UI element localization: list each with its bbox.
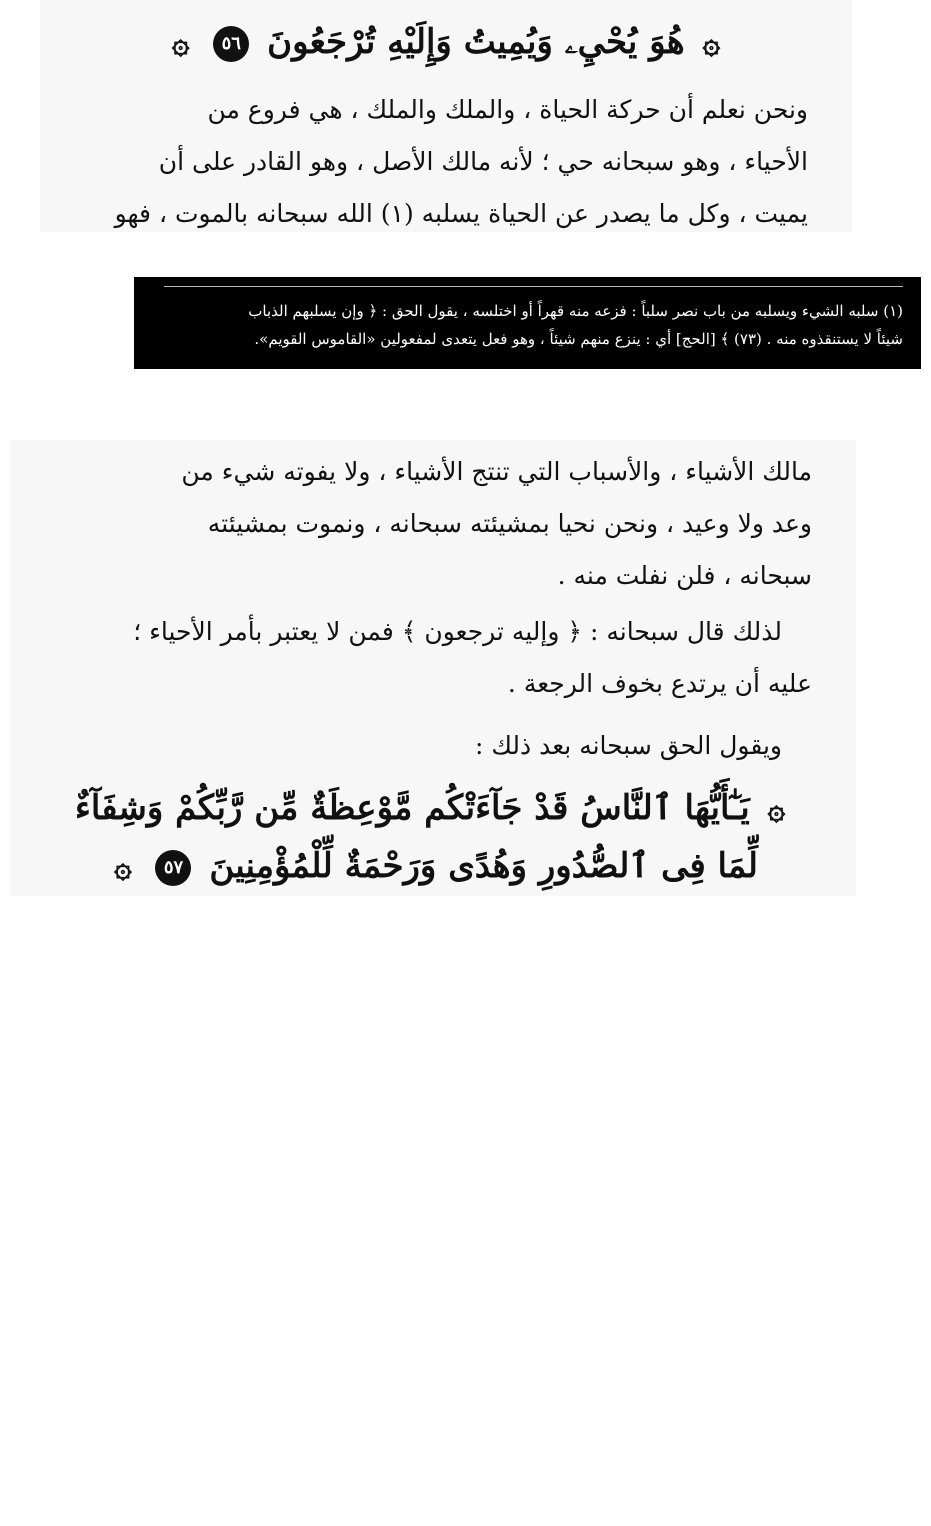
verse-57-line-2 bbox=[10, 838, 856, 896]
paragraph-3-line: لذلك قال سبحانه : ﴿ وإليه ترجعون ﴾ فمن لا يعتبر بأمر الأحياء ؛ bbox=[133, 617, 782, 646]
footnote bbox=[134, 277, 921, 369]
paragraph-2-line: وعد ولا وعيد ، ونحن نحيا بمشيئته سبحانه ، ونموت بمشيئته bbox=[207, 509, 812, 538]
verse-57 bbox=[10, 780, 856, 896]
ornament-open-icon: ۞ bbox=[702, 26, 721, 61]
paragraph-2-line: مالك الأشياء ، والأسباب التي تنتج الأشياء ، ولا يفوته شيء من bbox=[181, 457, 812, 486]
verse-56-number: ٥٦ bbox=[213, 26, 249, 62]
page-block-bottom bbox=[10, 440, 856, 896]
verse-57-text-2: لِّمَا فِى ٱلصُّدُورِ وَهُدًى وَرَحْمَةٌ لِّلْمُؤْمِنِينَ bbox=[209, 846, 758, 886]
ornament-close-icon: ۞ bbox=[114, 850, 132, 885]
paragraph-1 bbox=[72, 84, 808, 240]
paragraph-1-line: الأحياء ، وهو سبحانه حي ؛ لأنه مالك الأصل ، وهو القادر على أن bbox=[158, 147, 808, 176]
paragraph-2-line: سبحانه ، فلن نفلت منه . bbox=[557, 561, 812, 590]
paragraph-4-line: ويقول الحق سبحانه بعد ذلك : bbox=[474, 731, 782, 760]
page-block-top bbox=[40, 0, 852, 232]
verse-57-line-1 bbox=[10, 780, 856, 838]
footnote-line: شيئاً لا يستنقذوه منه . (٧٣) ﴾ [الحج] أي : ينزع منهم شيئاً ، وهو فعل يتعدى لمفعولين «القاموس القويم». bbox=[254, 330, 903, 348]
paragraph-4 bbox=[82, 720, 782, 772]
paragraph-3 bbox=[82, 606, 812, 710]
verse-56 bbox=[40, 16, 852, 70]
paragraph-1-line: يميت ، وكل ما يصدر عن الحياة يسلبه (١) الله سبحانه بالموت ، فهو bbox=[114, 199, 808, 228]
verse-56-text: هُوَ يُحْيِۦ وَيُمِيتُ وَإِلَيْهِ تُرْجَعُونَ bbox=[267, 22, 685, 62]
paragraph-2 bbox=[82, 446, 812, 602]
footnote-line: (١) سلبه الشيء ويسلبه من باب نصر سلباً : فزعه منه قهراً أو اختلسه ، يقول الحق : ﴿ وإن يسلبهم الذباب bbox=[248, 302, 903, 320]
ornament-close-icon: ۞ bbox=[171, 26, 190, 61]
verse-57-number: ٥٧ bbox=[155, 850, 191, 886]
verse-57-text-1: يَـٰٓأَيُّهَا ٱلنَّاسُ قَدْ جَآءَتْكُم مَّوْعِظَةٌ مِّن رَّبِّكُمْ وَشِفَآءٌ bbox=[74, 788, 750, 828]
paragraph-1-line: ونحن نعلم أن حركة الحياة ، والملك والملك ، هي فروع من bbox=[207, 95, 808, 124]
paragraph-3-line: عليه أن يرتدع بخوف الرجعة . bbox=[507, 669, 812, 698]
ornament-open-icon: ۞ bbox=[767, 792, 786, 827]
